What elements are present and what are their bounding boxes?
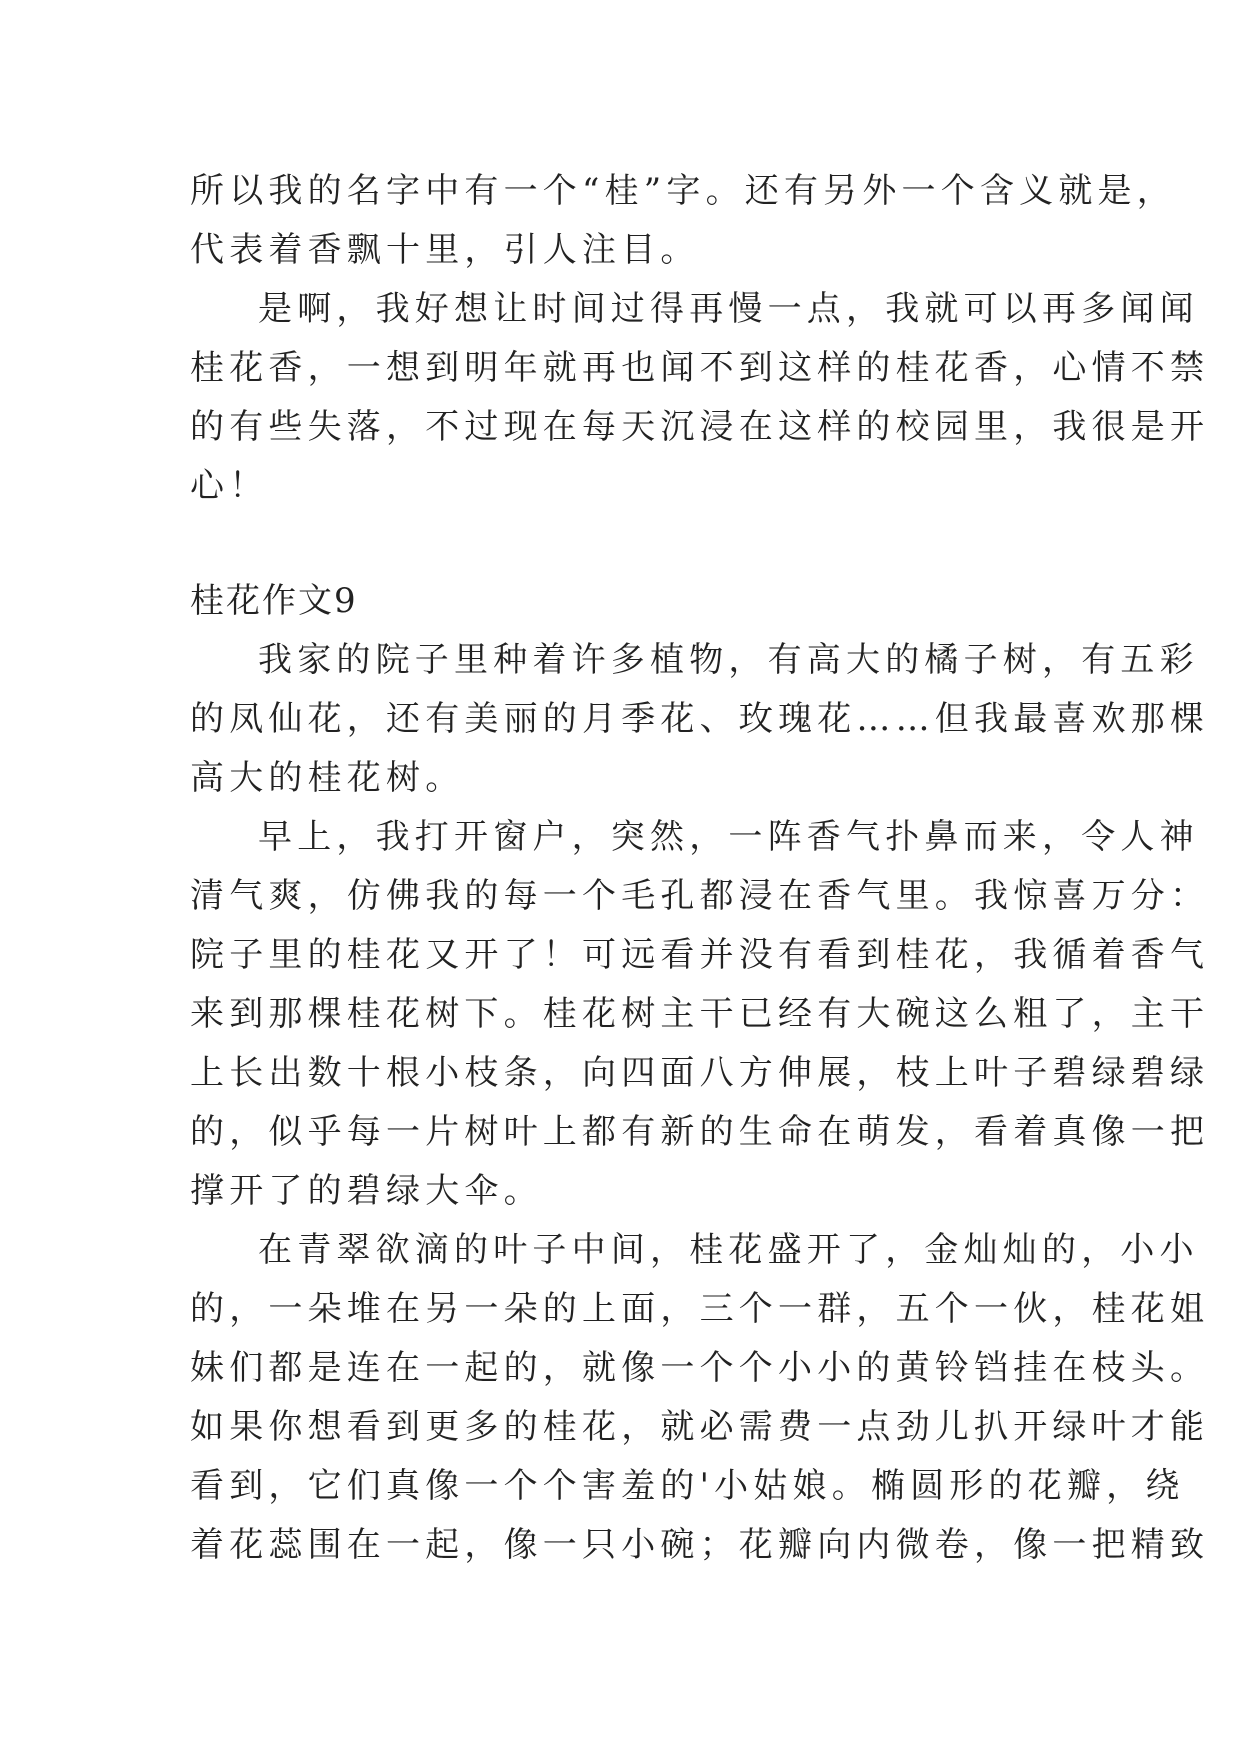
text-line: 早上，我打开窗户，突然，一阵香气扑鼻而来，令人神 [258, 817, 1199, 857]
text-line: 清气爽，仿佛我的每一个毛孔都浸在香气里。我惊喜万分： [190, 876, 1210, 916]
text-line: 在青翠欲滴的叶子中间，桂花盛开了，金灿灿的，小小 [258, 1230, 1199, 1270]
text-line: 的有些失落，不过现在每天沉浸在这样的校园里，我很是开 [190, 407, 1210, 447]
text-line: 上长出数十根小枝条，向四面八方伸展，枝上叶子碧绿碧绿 [190, 1053, 1210, 1093]
text-line: 看到，它们真像一个个害羞的'小姑娘。椭圆形的花瓣，绕 [190, 1466, 1185, 1506]
paragraph-continued [190, 162, 1176, 280]
paragraph [190, 1221, 1210, 1575]
section-gap [190, 516, 1050, 572]
text-line: 所以我的名字中有一个“桂”字。还有另外一个含义就是， [190, 171, 1176, 211]
text-line: 心！ [190, 466, 269, 506]
text-line: 如果你想看到更多的桂花，就必需费一点劲儿扒开绿叶才能 [190, 1407, 1210, 1447]
text-line: 院子里的桂花又开了！可远看并没有看到桂花，我循着香气 [190, 935, 1210, 975]
section-title: 桂花作文9 [190, 581, 358, 621]
text-line: 来到那棵桂花树下。桂花树主干已经有大碗这么粗了，主干 [190, 994, 1210, 1034]
text-line: 高大的桂花树。 [190, 758, 465, 798]
paragraph [190, 280, 1210, 516]
text-line: 撑开了的碧绿大伞。 [190, 1171, 543, 1211]
text-line: 的，似乎每一片树叶上都有新的生命在萌发，看着真像一把 [190, 1112, 1210, 1152]
text-line: 是啊，我好想让时间过得再慢一点，我就可以再多闻闻 [258, 289, 1199, 329]
text-line: 着花蕊围在一起，像一只小碗；花瓣向内微卷，像一把精致 [190, 1525, 1210, 1565]
text-line: 桂花香，一想到明年就再也闻不到这样的桂花香，心情不禁 [190, 348, 1210, 388]
document-body [190, 162, 1210, 1575]
text-line: 的凤仙花，还有美丽的月季花、玫瑰花……但我最喜欢那棵 [190, 699, 1210, 739]
text-line: 的，一朵堆在另一朵的上面，三个一群，五个一伙，桂花姐 [190, 1289, 1210, 1329]
paragraph [190, 808, 1210, 1221]
paragraph [190, 631, 1210, 808]
text-line: 妹们都是连在一起的，就像一个个小小的黄铃铛挂在枝头。 [190, 1348, 1210, 1388]
text-line: 我家的院子里种着许多植物，有高大的橘子树，有五彩 [258, 640, 1199, 680]
text-line: 代表着香飘十里，引人注目。 [190, 230, 700, 270]
